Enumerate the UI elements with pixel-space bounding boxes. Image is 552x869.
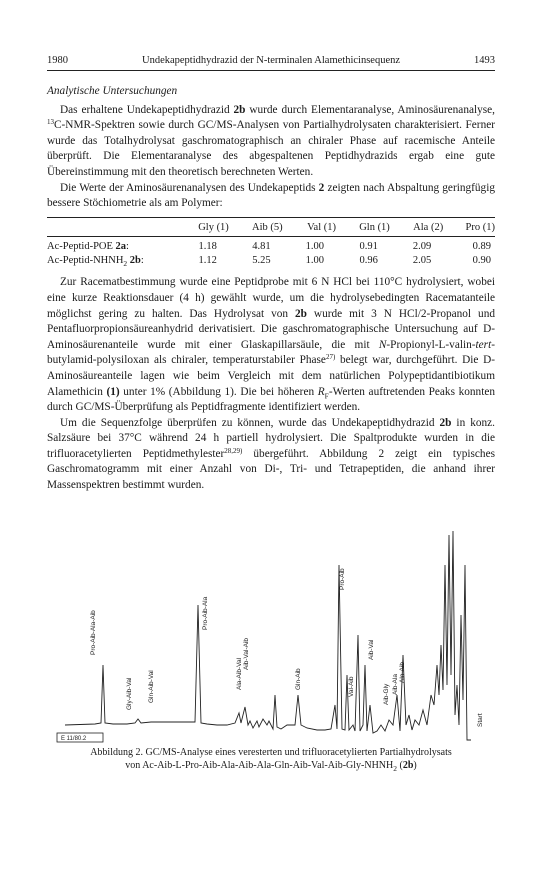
page-number: 1493 (474, 55, 495, 66)
table-cell: 1.18 (198, 241, 217, 253)
peak-label: Val-Aib (348, 676, 355, 697)
table-header-cell: Aib (5) (229, 217, 283, 237)
figure-code: E 11/80.2 (61, 736, 87, 742)
peak-label: Gly-Aib-Val (126, 677, 133, 710)
peak-label: Aib-Val (368, 639, 375, 660)
article-body (47, 84, 495, 494)
header-title: Undekapeptidhydrazid der N-terminalen Alamethicinsequenz (141, 55, 401, 66)
header-rule (47, 70, 495, 71)
peak-label: Aib-Ala (392, 674, 399, 695)
peak-label: Pro-Aib (339, 568, 346, 590)
figure-code-box (57, 733, 103, 742)
header-year: 1980 (47, 55, 68, 66)
table-cell: 1.00 (305, 241, 324, 253)
table-cell: 0.91 (359, 241, 378, 253)
peak-label: Aib-Val-Aib (243, 637, 250, 670)
paragraph-1: Das erhaltene Undekapeptidhydrazid 2b wurde durch Elementaranalyse, Aminosäurenanalyse, $^{13}$C-NMR-Spektren sowie durch GC/MS-Analysen von Partialhydrolysaten charakterisiert. Ferner wurde das Totalhydrolysat gaschromatographisch an chiraler Phase auf racemische Anteile überprüft. Die Elementaranalyse des abgespaltenen Peptidhydrazids ergab eine gute Übereinstimmung mit den theoretisch berechneten Werten. (47, 103, 495, 178)
peak-label: Ala-Aib (399, 662, 406, 683)
table-header-cell (47, 217, 175, 237)
table-cell: 1.00 (305, 255, 324, 267)
table-cell: 0.96 (359, 255, 378, 267)
peak-label: Ala-Aib-Val (236, 657, 243, 690)
peak-label: Aib-Gly (383, 683, 390, 705)
peak-label: Pro-Aib-Ala (202, 596, 209, 630)
table-header-cell: Val (1) (283, 217, 336, 237)
section-heading: Analytische Untersuchungen (47, 85, 178, 97)
table-header-cell: Ala (2) (390, 217, 443, 237)
table-cell: 2.09 (412, 241, 432, 253)
paragraph-2: Die Werte der Aminosäurenanalysen des Undekapeptids 2 zeigten nach Abspaltung geringfügig bessere Stöchiometrie als am Polymer: (47, 181, 495, 210)
figure-caption: Abbildung 2. GC/MS-Analyse eines veresterten und trifluoracetylierten Partialhydrolysats von $Ac-Aib-L-Pro-Aib-Ala-Aib-Ala-Gln-Aib-Val-Aib-Gly-NHNH_2$ (2b) (90, 747, 452, 773)
table-header-cell: Gln (1) (336, 217, 390, 237)
chromatogram-figure (55, 525, 495, 743)
table-row (47, 237, 495, 254)
peak-label: Pro-Aib-Ala-Aib (90, 610, 97, 655)
running-header (47, 55, 495, 66)
row-label: Ac-Peptid-POE 2a: (47, 241, 129, 253)
table-header-cell: Pro (1) (443, 217, 495, 237)
table-cell: 0.89 (472, 241, 491, 253)
table-cell: 4.81 (252, 241, 271, 253)
table-cell: 2.05 (412, 255, 432, 267)
table-header-row (47, 217, 495, 237)
table-row (47, 253, 495, 267)
table-cell: 0.90 (472, 255, 491, 267)
peak-label: Start (477, 713, 484, 727)
amino-acid-table (47, 217, 495, 268)
paragraph-4: Um die Sequenzfolge überprüfen zu können, wurde das Undekapeptidhydrazid 2b in konz. Salzsäure bei 37°C während 24 h partiell hydrolysiert. Die Spaltprodukte wurden in die trifluoracetylierten Peptidmethylester$^{28,29)}$ übergeführt. Abbildung 2 zeigt ein typisches Gaschromatogramm mit einer Anzahl von Di-, Tri- und Tetrapeptiden, die anhand ihrer Massenspektren bestimmt wurden. (47, 416, 495, 492)
row-label: $Ac-Peptid-NHNH_2$ 2b: (47, 255, 144, 269)
paragraph-3: Zur Racematbestimmung wurde eine Peptidprobe mit 6 N HCl bei 110°C hydrolysiert, wobei eine kurze Reaktionsdauer (4 h) gewählt wurde, um die hydrolysebedingten Racematanteile möglichst gering zu halten. Das Hydrolysat von 2b wurde mit 3 N HCl/2-Propanol und Pentafluorpropionsäureanhydrid derivatisiert. Die gaschromatographische Untersuchung auf D-Aminosäurenanteile wurde mit einer Glaskapillarsäule, die mit N-Propionyl-L-valin-tert-butylamid-polysiloxan als chiraler, temperaturstabiler Phase$^{27)}$ belegt war, durchgeführt. Die D-Aminosäureanteile lagen wie beim Vergleich mit dem natürlichen Polypeptidantibiotikum Alamethicin (1) unter 1% (Abbildung 1). Die bei höheren $R_F$-Werten auftretenden Peaks konnten durch GC/MS-Überprüfung als Peptidfragmente identifiziert werden. (47, 276, 495, 414)
table-cell: 1.12 (198, 255, 217, 267)
peak-label: Gln-Aib-Val (148, 670, 155, 703)
peak-label: Gln-Aib (295, 668, 302, 690)
table-header-cell: Gly (1) (175, 217, 229, 237)
table-cell: 5.25 (252, 255, 271, 267)
